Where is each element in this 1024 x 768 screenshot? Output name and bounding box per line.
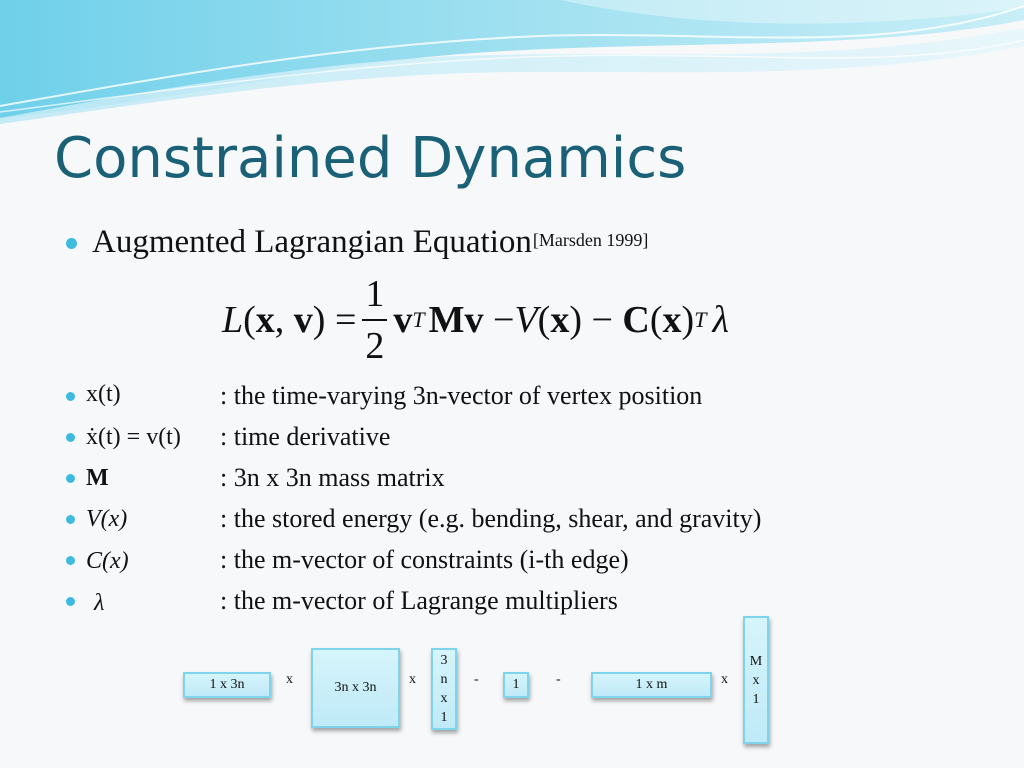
eq-x3: x xyxy=(662,299,682,341)
citation: [Marsden 1999] xyxy=(532,230,649,250)
bullet-marker xyxy=(66,392,75,401)
dim-label-3nx3n: 3n x 3n xyxy=(334,680,377,695)
term-x-t: x(t) xyxy=(86,381,121,407)
heading-bullet xyxy=(92,224,648,261)
dim-char: x xyxy=(752,673,760,688)
heading-bullet-text: Augmented Lagrangian Equation xyxy=(92,224,532,260)
term-C-x: C(x) xyxy=(86,548,129,574)
dim-box-1x3n xyxy=(183,672,271,698)
bullet-marker xyxy=(66,238,77,249)
dim-char: n xyxy=(440,672,448,687)
dim-box-3nx1 xyxy=(431,648,457,730)
bullet-marker xyxy=(66,556,75,565)
eq-lambda: λ xyxy=(712,299,729,341)
bullet-marker xyxy=(66,474,75,483)
header-wave-decoration xyxy=(0,0,1024,130)
dim-operator: - xyxy=(474,672,479,687)
eq-fraction xyxy=(362,275,387,365)
dim-operator: - xyxy=(556,672,561,687)
eq-L: L xyxy=(222,299,244,341)
dim-operator: x xyxy=(286,672,293,687)
dim-box-1xm xyxy=(591,672,712,698)
dim-char: 3 xyxy=(440,653,448,668)
eq-C: C xyxy=(622,299,650,341)
term-xdot-t: ẋ(t) = v(t) xyxy=(86,424,181,450)
dim-char: 1 xyxy=(440,710,448,725)
dim-box-3nx3n xyxy=(311,648,400,728)
bullet-marker xyxy=(66,433,75,442)
desc-lambda: : the m-vector of Lagrange multipliers xyxy=(220,586,618,615)
eq-sup-T: T xyxy=(412,307,425,332)
eq-sup-T2: T xyxy=(694,307,707,332)
dim-char: x xyxy=(440,691,448,706)
dim-char: M xyxy=(749,654,763,669)
term-lambda: λ xyxy=(94,590,105,616)
dim-label-1: 1 xyxy=(512,677,520,692)
dim-box-1 xyxy=(503,672,529,698)
dim-label-1xm: 1 x m xyxy=(635,677,668,692)
eq-x: x xyxy=(255,299,275,341)
desc-C-x: : the m-vector of constraints (i-th edge) xyxy=(220,545,629,574)
term-M: M xyxy=(86,465,109,491)
desc-V-x: : the stored energy (e.g. bending, shear, and gravity) xyxy=(220,504,762,533)
bullet-marker xyxy=(66,515,75,524)
desc-x-t: : the time-varying 3n-vector of vertex position xyxy=(220,381,703,410)
term-V-x: V(x) xyxy=(86,506,128,532)
bullet-marker xyxy=(66,597,75,606)
dim-box-mx1 xyxy=(743,616,769,744)
eq-V: V xyxy=(514,299,538,341)
dim-operator: x xyxy=(409,672,416,687)
desc-M: : 3n x 3n mass matrix xyxy=(220,463,445,492)
eq-x2: x xyxy=(550,299,570,341)
desc-xdot-t: : time derivative xyxy=(220,422,391,451)
slide-title: Constrained Dynamics xyxy=(54,126,687,191)
lagrangian-equation: L ( x , v ) = $\frac{1}{2}$ v T Mv − V ( x ) − C ( x ) T λ xyxy=(222,273,729,367)
eq-Mv: Mv xyxy=(428,299,484,341)
dim-label-1x3n: 1 x 3n xyxy=(209,677,245,692)
eq-numerator: 1 xyxy=(362,275,387,321)
dim-char: 1 xyxy=(752,692,760,707)
eq-v2: v xyxy=(393,299,413,341)
eq-v: v xyxy=(293,299,313,341)
eq-denominator: 2 xyxy=(365,325,385,367)
dim-operator: x xyxy=(721,672,728,687)
